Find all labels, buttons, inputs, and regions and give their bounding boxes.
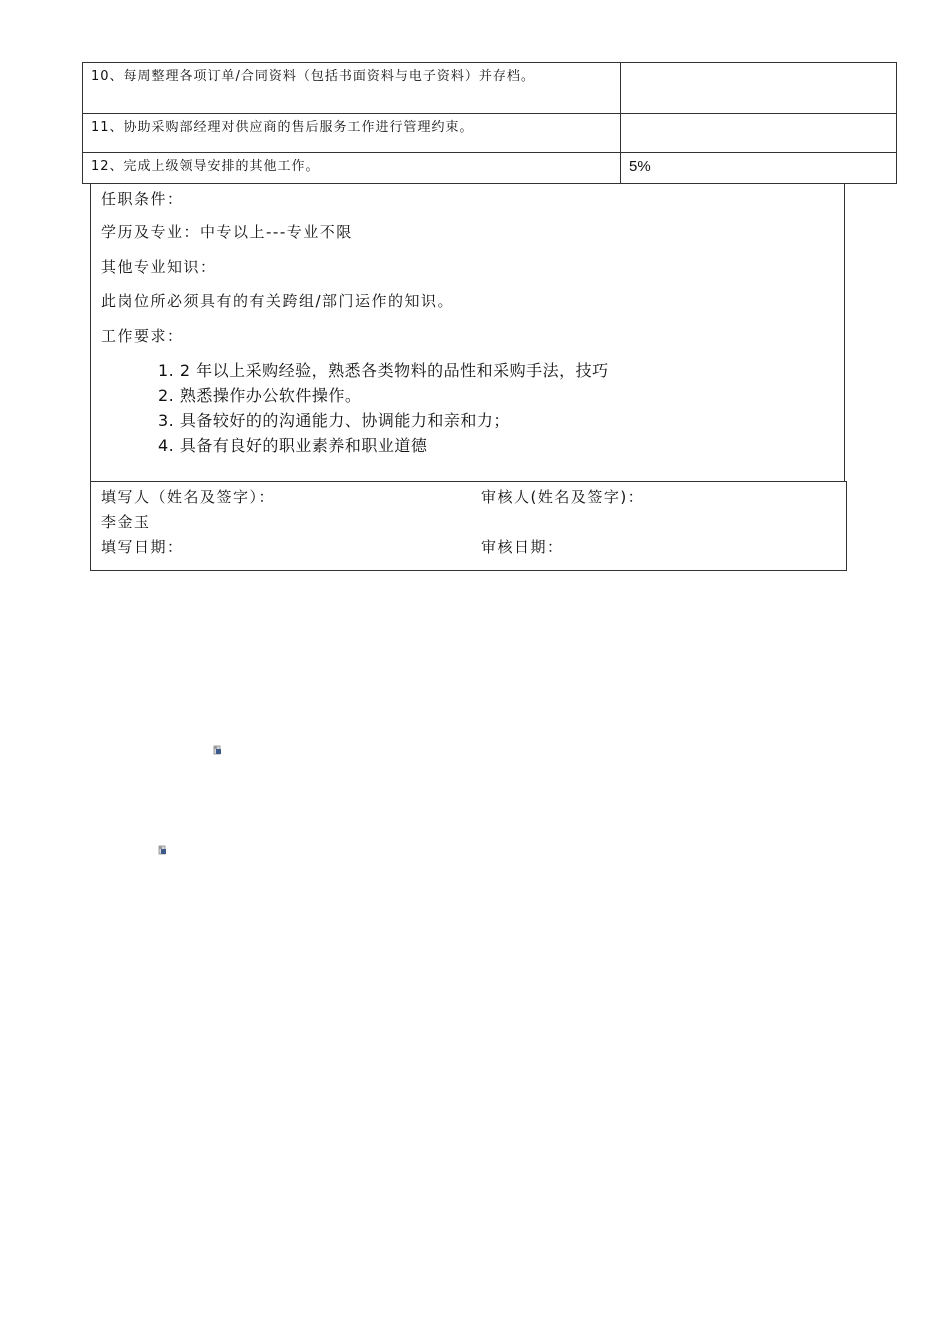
duty-table (82, 62, 897, 184)
signature-section (90, 481, 847, 571)
duty-text: 11、协助采购部经理对供应商的售后服务工作进行管理约束。 (83, 114, 621, 153)
duty-weight: 5% (621, 153, 897, 184)
reviewer-label: 审核人(姓名及签字)： (481, 488, 645, 506)
filler-label: 填写人（姓名及签字）： (101, 488, 276, 506)
table-row (83, 114, 897, 153)
education-line: 学历及专业：中专以上---专业不限 (101, 223, 353, 241)
duty-text: 10、每周整理各项订单/合同资料（包括书面资料与电子资料）并存档。 (83, 63, 621, 114)
work-requirement-item: 3. 具备较好的的沟通能力、协调能力和亲和力； (158, 411, 510, 430)
table-row (83, 63, 897, 114)
image-placeholder-icon (213, 745, 222, 755)
requirements-heading: 任职条件： (101, 190, 184, 208)
work-requirement-item: 2. 熟悉操作办公软件操作。 (158, 386, 362, 405)
work-requirement-item: 1. 2 年以上采购经验，熟悉各类物料的品性和采购手法，技巧 (158, 361, 609, 380)
other-knowledge-label: 其他专业知识： (101, 258, 217, 276)
image-placeholder-icon (158, 845, 167, 855)
duty-weight (621, 63, 897, 114)
filler-name: 李金玉 (101, 513, 151, 531)
filler-date-label: 填写日期： (101, 538, 184, 556)
table-row (83, 153, 897, 184)
requirements-section (90, 184, 845, 481)
other-knowledge-text: 此岗位所必须具有的有关跨组/部门运作的知识。 (101, 292, 455, 310)
work-requirement-item: 4. 具备有良好的职业素养和职业道德 (158, 436, 428, 455)
reviewer-date-label: 审核日期： (481, 538, 564, 556)
duty-text: 12、完成上级领导安排的其他工作。 (83, 153, 621, 184)
work-requirements-label: 工作要求： (101, 327, 184, 345)
duty-weight (621, 114, 897, 153)
